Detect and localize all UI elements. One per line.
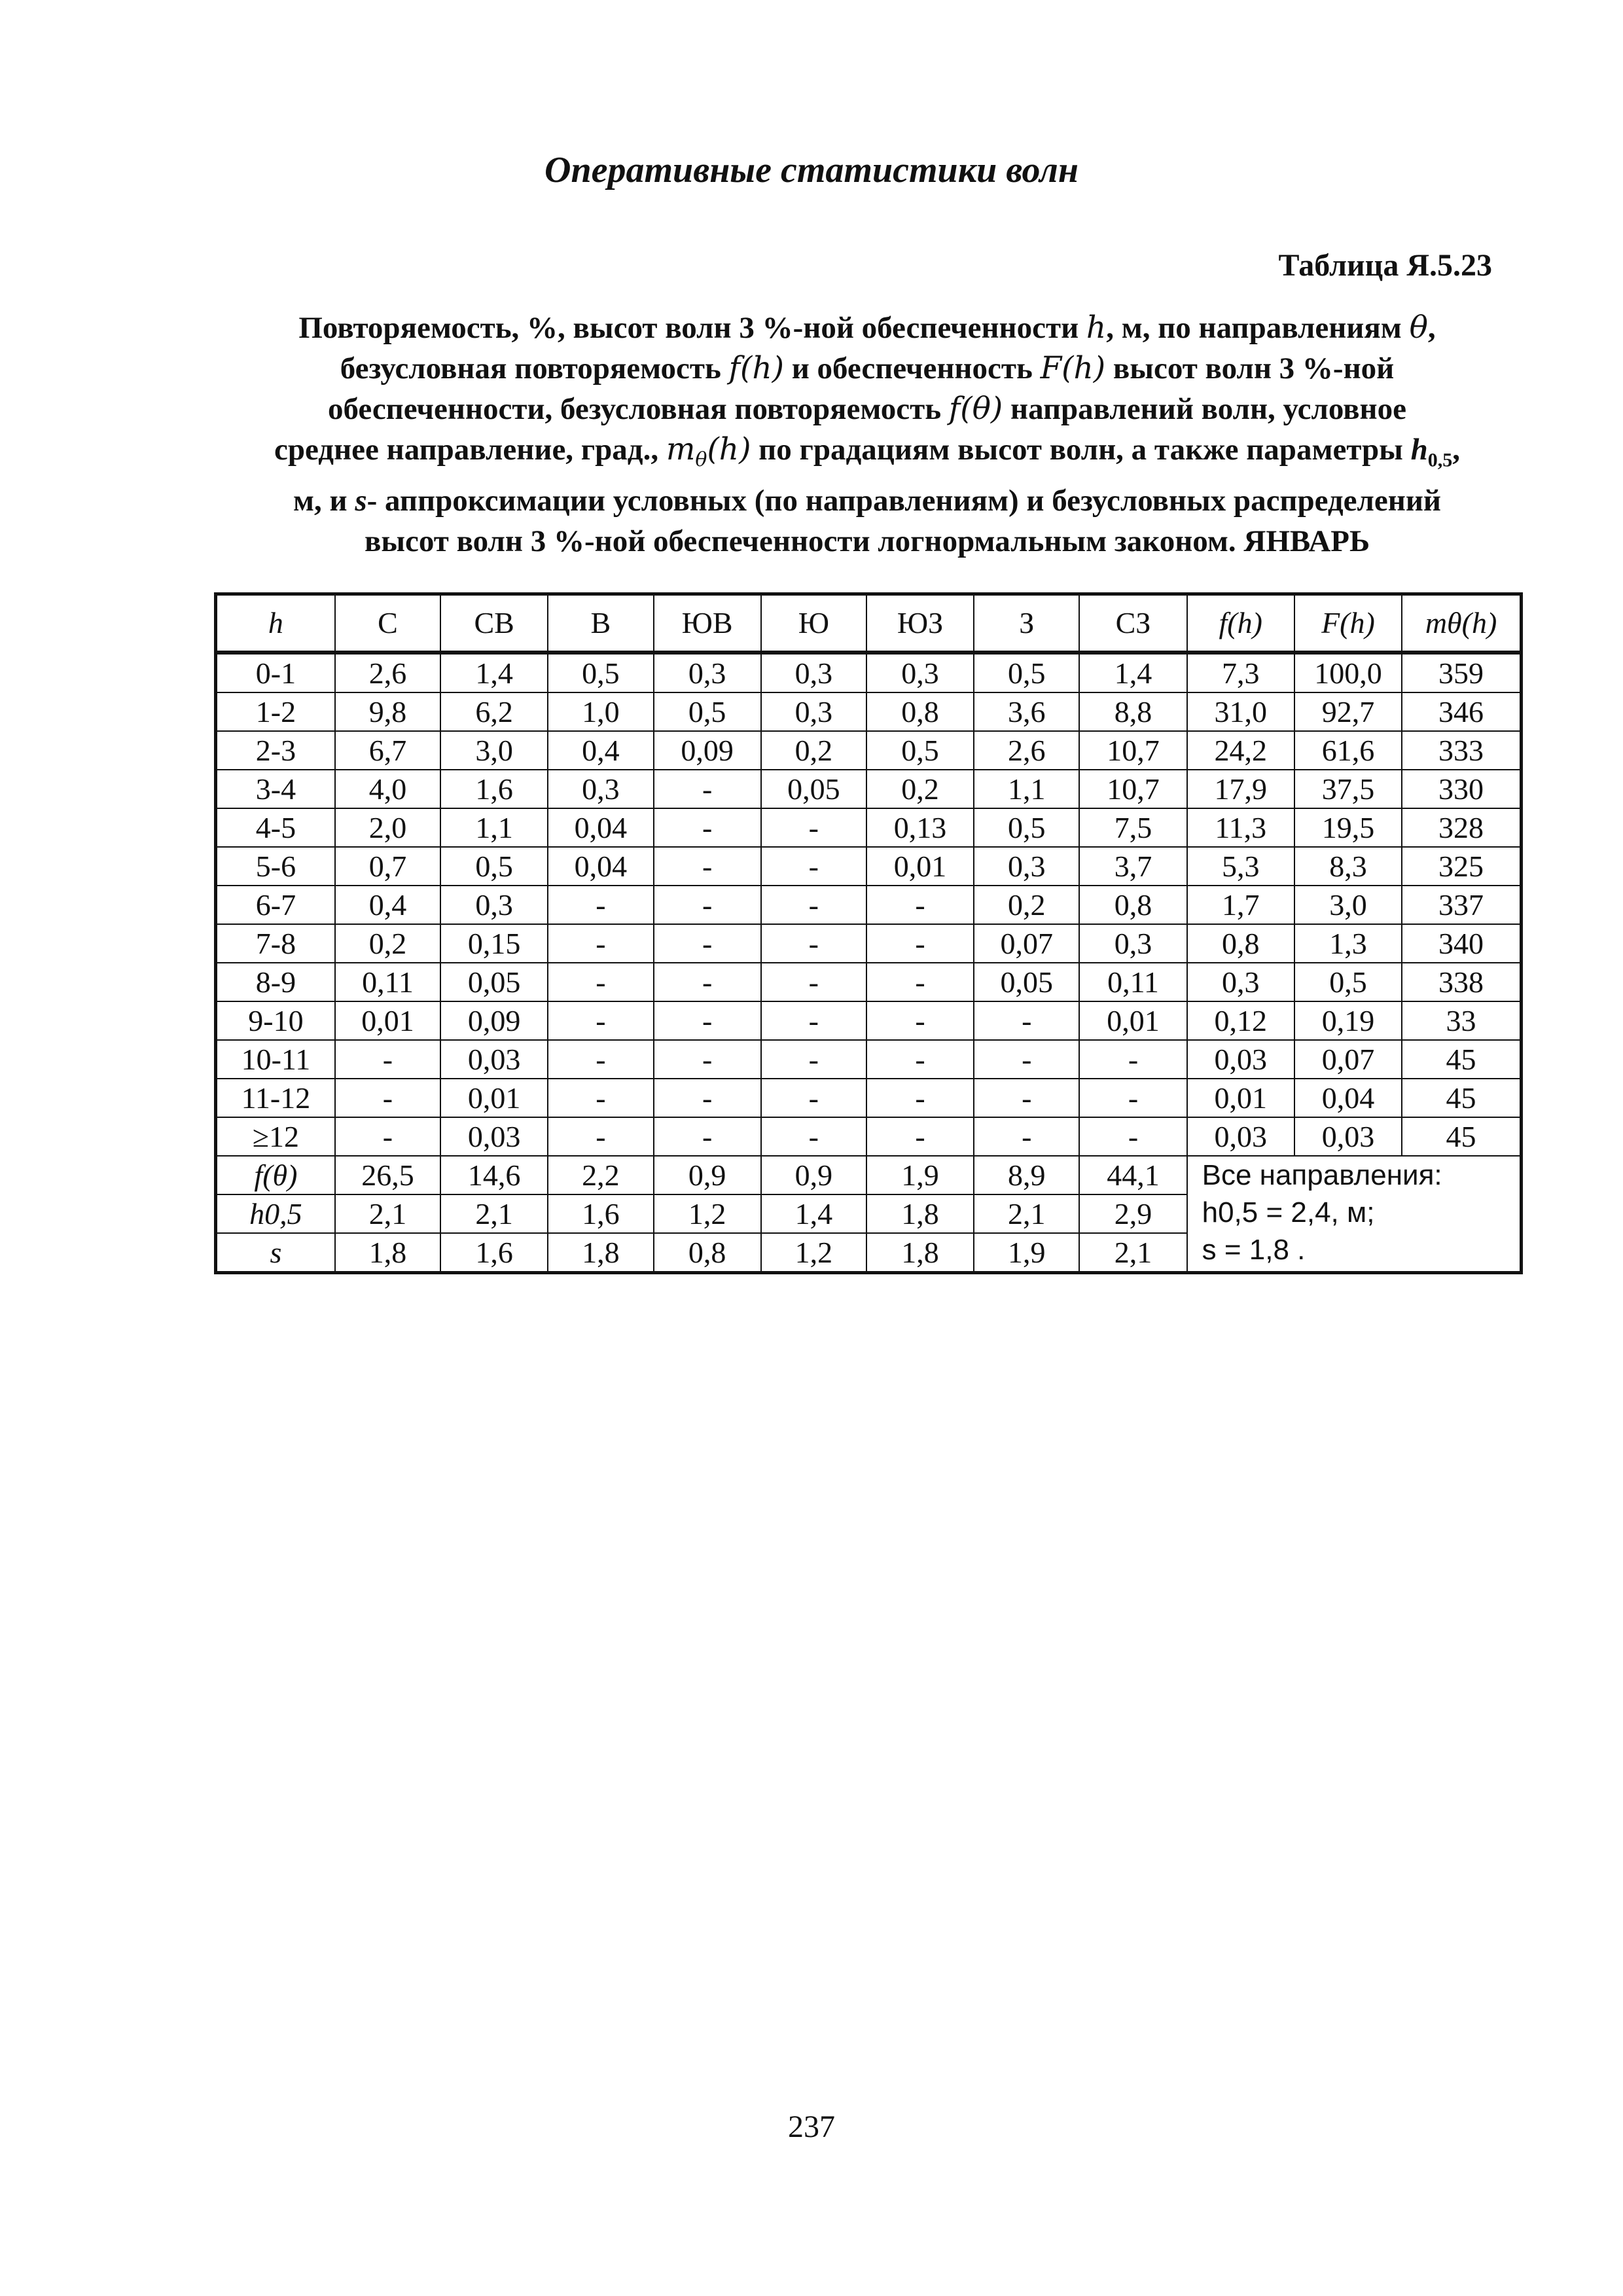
column-header: h [216, 594, 335, 653]
table-cell: 0,5 [1294, 963, 1402, 1001]
table-cell: - [1079, 1079, 1186, 1117]
table-cell: 0,5 [548, 653, 653, 692]
table-cell: - [974, 1079, 1079, 1117]
table-cell: 0,8 [866, 692, 974, 731]
table-cell: 0,05 [440, 963, 548, 1001]
table-cell: 11,3 [1187, 808, 1294, 847]
table-cell: - [548, 1079, 653, 1117]
table-cell: 0,03 [440, 1040, 548, 1079]
table-caption: Повторяемость, %, высот волн 3 %-ной обеспеченности h, м, по направлениям θ, безусловная повторяемость f(h) и обеспеченность F(h) высот волн 3 %-ной обеспеченности, безусловная повторяемость f(θ) направлений волн, условное среднее направление, град., $m_\theta(h)$ по градациям высот волн, а также параметры $h_{0,5}$, м, и s- аппроксимации условных (по направлениям) и безусловных распределений высот волн 3 %-ной обеспеченности логнормальным законом. ЯНВАРЬ [274, 310, 1460, 559]
column-header: ЮВ [654, 594, 761, 653]
table-cell: 0,01 [1079, 1001, 1186, 1040]
table-row [216, 653, 1522, 692]
stat-cell: 0,8 [654, 1233, 761, 1273]
table-cell: - [761, 1079, 866, 1117]
table-cell: 0,2 [866, 770, 974, 808]
stat-label: f(θ) [216, 1156, 335, 1194]
table-cell: - [866, 924, 974, 963]
table-cell: 0,03 [1187, 1117, 1294, 1156]
height-range-cell: 10-11 [216, 1040, 335, 1079]
table-cell: - [654, 847, 761, 886]
table-cell: - [548, 924, 653, 963]
table-cell: 346 [1402, 692, 1521, 731]
table-cell: 6,2 [440, 692, 548, 731]
table-row [216, 1001, 1522, 1040]
table-cell: 0,19 [1294, 1001, 1402, 1040]
stat-cell: 1,8 [866, 1233, 974, 1273]
table-cell: 4,0 [335, 770, 440, 808]
table-row [216, 963, 1522, 1001]
column-header: ЮЗ [866, 594, 974, 653]
table-cell: - [866, 1040, 974, 1079]
table-cell: 0,11 [335, 963, 440, 1001]
table-cell: - [548, 1040, 653, 1079]
table-cell: 17,9 [1187, 770, 1294, 808]
table-cell: 0,03 [440, 1117, 548, 1156]
stat-cell: 1,2 [654, 1194, 761, 1233]
table-cell: 0,05 [761, 770, 866, 808]
table-row [216, 731, 1522, 770]
table-cell: - [866, 1079, 974, 1117]
table-cell: 0,5 [440, 847, 548, 886]
stat-cell: 1,2 [761, 1233, 866, 1273]
table-cell: - [1079, 1040, 1186, 1079]
summary-line3: s = 1,8 . [1202, 1234, 1306, 1266]
table-cell: 0,03 [1294, 1117, 1402, 1156]
table-row [216, 924, 1522, 963]
table-row [216, 1079, 1522, 1117]
table-cell: 340 [1402, 924, 1521, 963]
stat-cell: 8,9 [974, 1156, 1079, 1194]
table-cell: 0,3 [654, 653, 761, 692]
stat-label: s [216, 1233, 335, 1273]
table-row [216, 692, 1522, 731]
table-cell: 0,01 [440, 1079, 548, 1117]
height-range-cell: 0-1 [216, 653, 335, 692]
table-cell: - [1079, 1117, 1186, 1156]
table-cell: - [548, 886, 653, 924]
table-cell: 1,4 [440, 653, 548, 692]
page-number: 237 [788, 2109, 835, 2144]
summary-line1: Все направления: [1202, 1159, 1442, 1191]
table-cell: 3,0 [1294, 886, 1402, 924]
column-header: СЗ [1079, 594, 1186, 653]
table-row [216, 886, 1522, 924]
height-range-cell: 4-5 [216, 808, 335, 847]
table-cell: 0,8 [1187, 924, 1294, 963]
stat-cell: 2,1 [440, 1194, 548, 1233]
table-cell: 0,8 [1079, 886, 1186, 924]
table-cell: - [548, 1001, 653, 1040]
height-range-cell: 2-3 [216, 731, 335, 770]
stat-label: h0,5 [216, 1194, 335, 1233]
stat-cell: 1,4 [761, 1194, 866, 1233]
table-cell: 45 [1402, 1117, 1521, 1156]
table-cell: 0,3 [974, 847, 1079, 886]
table-cell: - [548, 1117, 653, 1156]
table-cell: 0,7 [335, 847, 440, 886]
table-cell: 3,6 [974, 692, 1079, 731]
table-cell: - [654, 770, 761, 808]
table-cell: 19,5 [1294, 808, 1402, 847]
table-cell: - [866, 886, 974, 924]
column-header: Ю [761, 594, 866, 653]
stat-cell: 1,9 [866, 1156, 974, 1194]
table-cell: 0,01 [335, 1001, 440, 1040]
table-cell: 1,1 [974, 770, 1079, 808]
table-header [216, 594, 1522, 653]
height-range-cell: 6-7 [216, 886, 335, 924]
stat-cell: 1,6 [440, 1233, 548, 1273]
height-range-cell: 1-2 [216, 692, 335, 731]
table-cell: 0,3 [866, 653, 974, 692]
table-row [216, 847, 1522, 886]
table-cell: 9,8 [335, 692, 440, 731]
stat-cell: 26,5 [335, 1156, 440, 1194]
stat-cell: 2,9 [1079, 1194, 1186, 1233]
stat-cell: 0,9 [654, 1156, 761, 1194]
table-cell: 10,7 [1079, 770, 1186, 808]
table-cell: - [548, 963, 653, 1001]
table-cell: 0,04 [548, 847, 653, 886]
table-cell: 0,09 [440, 1001, 548, 1040]
table-cell: 2,6 [335, 653, 440, 692]
table-cell: - [974, 1040, 1079, 1079]
table-cell: 1,4 [1079, 653, 1186, 692]
table-cell: 92,7 [1294, 692, 1402, 731]
table-cell: 0,09 [654, 731, 761, 770]
table-cell: 0,2 [974, 886, 1079, 924]
table-cell: - [761, 1117, 866, 1156]
table-cell: 1,1 [440, 808, 548, 847]
table-cell: 0,5 [974, 653, 1079, 692]
height-range-cell: 7-8 [216, 924, 335, 963]
table-cell: - [974, 1001, 1079, 1040]
stat-cell: 1,9 [974, 1233, 1079, 1273]
table-cell: - [761, 1001, 866, 1040]
table-number: Таблица Я.5.23 [1278, 248, 1492, 283]
wave-statistics-table [214, 592, 1523, 1274]
table-cell: - [866, 963, 974, 1001]
table-cell: 0,04 [548, 808, 653, 847]
table-cell: - [654, 963, 761, 1001]
stat-cell: 2,2 [548, 1156, 653, 1194]
table-cell: 8,3 [1294, 847, 1402, 886]
table-cell: 7,3 [1187, 653, 1294, 692]
table-cell: 359 [1402, 653, 1521, 692]
table-cell: - [761, 924, 866, 963]
table-cell: 6,7 [335, 731, 440, 770]
table-cell: 338 [1402, 963, 1521, 1001]
table-cell: 1,0 [548, 692, 653, 731]
page-header: Оперативные статистики волн [544, 150, 1079, 190]
column-header: СВ [440, 594, 548, 653]
table-cell: 45 [1402, 1040, 1521, 1079]
table-cell: - [761, 808, 866, 847]
table-cell: - [974, 1117, 1079, 1156]
table-cell: 0,2 [335, 924, 440, 963]
table-cell: 45 [1402, 1079, 1521, 1117]
stat-cell: 14,6 [440, 1156, 548, 1194]
table-cell: 0,4 [335, 886, 440, 924]
table-cell: 0,07 [974, 924, 1079, 963]
column-header: f(h) [1187, 594, 1294, 653]
stat-cell: 44,1 [1079, 1156, 1186, 1194]
table-cell: 24,2 [1187, 731, 1294, 770]
table-cell: - [335, 1117, 440, 1156]
table-cell: 1,3 [1294, 924, 1402, 963]
table-cell: - [654, 1040, 761, 1079]
stat-cell: 1,8 [335, 1233, 440, 1273]
table-cell: 2,0 [335, 808, 440, 847]
table-cell: 8,8 [1079, 692, 1186, 731]
table-cell: - [866, 1117, 974, 1156]
table-cell: 0,3 [440, 886, 548, 924]
table-cell: 3,7 [1079, 847, 1186, 886]
table-cell: 0,04 [1294, 1079, 1402, 1117]
table-cell: 10,7 [1079, 731, 1186, 770]
table-cell: - [761, 963, 866, 1001]
table-cell: - [761, 1040, 866, 1079]
table-cell: - [335, 1079, 440, 1117]
table-cell: 0,5 [866, 731, 974, 770]
table-cell: 0,2 [761, 731, 866, 770]
column-header: mθ(h) [1402, 594, 1521, 653]
stat-cell: 2,1 [1079, 1233, 1186, 1273]
table-cell: 5,3 [1187, 847, 1294, 886]
table-cell: 1,7 [1187, 886, 1294, 924]
table-cell: - [654, 1079, 761, 1117]
table-body [216, 653, 1522, 1273]
table-cell: 0,15 [440, 924, 548, 963]
table-row [216, 1040, 1522, 1079]
summary-line2: h0,5 = 2,4, м; [1202, 1196, 1375, 1229]
table-cell: 0,01 [1187, 1079, 1294, 1117]
stat-cell: 2,1 [974, 1194, 1079, 1233]
table-cell: - [335, 1040, 440, 1079]
table-cell: - [654, 808, 761, 847]
height-range-cell: 11-12 [216, 1079, 335, 1117]
table-cell: - [654, 886, 761, 924]
table-cell: 0,03 [1187, 1040, 1294, 1079]
stat-cell: 1,6 [548, 1194, 653, 1233]
table-cell: 0,3 [761, 692, 866, 731]
table-cell: 337 [1402, 886, 1521, 924]
height-range-cell: 3-4 [216, 770, 335, 808]
table-cell: 3,0 [440, 731, 548, 770]
table-cell: 0,3 [548, 770, 653, 808]
height-range-cell: 8-9 [216, 963, 335, 1001]
table-cell: 0,3 [1187, 963, 1294, 1001]
table-cell: 0,07 [1294, 1040, 1402, 1079]
table-cell: 0,5 [654, 692, 761, 731]
table-cell: 1,6 [440, 770, 548, 808]
table-cell: - [654, 1117, 761, 1156]
column-header: F(h) [1294, 594, 1402, 653]
table-cell: 100,0 [1294, 653, 1402, 692]
table-cell: 330 [1402, 770, 1521, 808]
table-cell: 0,11 [1079, 963, 1186, 1001]
table-cell: 0,3 [761, 653, 866, 692]
table-cell: - [866, 1001, 974, 1040]
stat-cell: 1,8 [548, 1233, 653, 1273]
table-cell: 0,4 [548, 731, 653, 770]
stat-cell: 0,9 [761, 1156, 866, 1194]
table-cell: 0,01 [866, 847, 974, 886]
table-cell: 0,12 [1187, 1001, 1294, 1040]
table-cell: 333 [1402, 731, 1521, 770]
stat-cell: 2,1 [335, 1194, 440, 1233]
height-range-cell: 9-10 [216, 1001, 335, 1040]
table-cell: 0,3 [1079, 924, 1186, 963]
table-cell: 0,5 [974, 808, 1079, 847]
header-row [216, 594, 1522, 653]
height-range-cell: ≥12 [216, 1117, 335, 1156]
table-cell: 7,5 [1079, 808, 1186, 847]
table-cell: 37,5 [1294, 770, 1402, 808]
stat-cell: 1,8 [866, 1194, 974, 1233]
table-cell: 325 [1402, 847, 1521, 886]
summary-cell [1187, 1156, 1522, 1273]
table-cell: 0,05 [974, 963, 1079, 1001]
table-cell: - [654, 924, 761, 963]
stat-row [216, 1156, 1522, 1194]
table-row [216, 770, 1522, 808]
table-cell: 328 [1402, 808, 1521, 847]
column-header: В [548, 594, 653, 653]
table-cell: - [761, 886, 866, 924]
table-row [216, 808, 1522, 847]
table-cell: 2,6 [974, 731, 1079, 770]
table-cell: 0,13 [866, 808, 974, 847]
table-cell: - [654, 1001, 761, 1040]
table-cell: - [761, 847, 866, 886]
table-row [216, 1117, 1522, 1156]
table-cell: 33 [1402, 1001, 1521, 1040]
table-cell: 61,6 [1294, 731, 1402, 770]
height-range-cell: 5-6 [216, 847, 335, 886]
column-header: С [335, 594, 440, 653]
column-header: З [974, 594, 1079, 653]
table-cell: 31,0 [1187, 692, 1294, 731]
